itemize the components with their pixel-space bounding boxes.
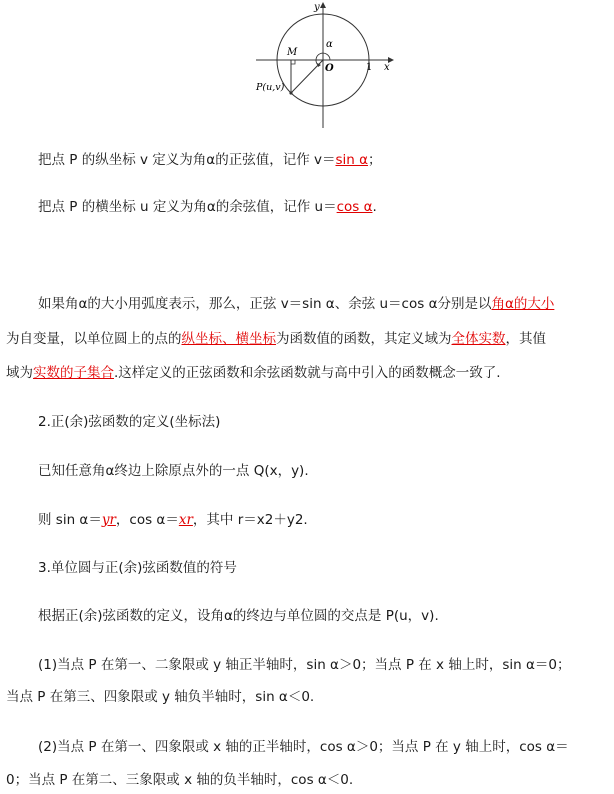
- radian-para-line-3: [6, 363, 501, 383]
- radian-red-2b: 全体实数: [451, 331, 506, 347]
- sec2-red-xr: xr: [178, 512, 193, 528]
- section-3-title: 3.单位圆与正(余)弦函数值的符号: [38, 560, 237, 576]
- label-p: P(u,v): [256, 82, 285, 93]
- radian-text-3b: .这样定义的正弦函数和余弦函数就与高中引入的函数概念一致了.: [114, 365, 501, 381]
- point-p: [289, 91, 292, 94]
- y-axis-arrow: [320, 2, 326, 8]
- def-cos-prefix: 把点 P 的横坐标 u 定义为角α的余弦值，记作 u＝: [38, 199, 337, 215]
- sec2-text-b: ，cos α＝: [115, 512, 179, 528]
- label-y: y: [314, 2, 320, 13]
- def-cos-line: [38, 197, 377, 217]
- radian-para-line-1: [38, 294, 554, 314]
- radian-text-2c: ，其值: [505, 331, 546, 347]
- label-alpha: α: [326, 39, 333, 50]
- section-2-line-2: [38, 510, 308, 530]
- def-cos-answer: cos α: [336, 199, 373, 215]
- label-one: 1: [366, 62, 373, 73]
- label-o: O: [325, 63, 334, 74]
- unit-circle-figure: [248, 0, 398, 130]
- radian-para-line-2: [6, 329, 546, 349]
- section-2-line-1: 已知任意角α终边上除原点外的一点 Q(x，y).: [38, 463, 309, 479]
- section-3-p1-line-2: 当点 P 在第三、四象限或 y 轴负半轴时，sin α＜0.: [6, 689, 315, 705]
- section-3-p1-line-1: (1)当点 P 在第一、二象限或 y 轴正半轴时，sin α＞0；当点 P 在 x 轴上时，sin α＝0；: [38, 657, 571, 673]
- radian-text-1a: 如果角α的大小用弧度表示，那么，正弦 v＝sin α、余弦 u＝cos α分别是以: [38, 296, 492, 312]
- radian-red-3: 实数的子集合: [33, 365, 114, 381]
- def-sin-answer: sin α: [335, 152, 369, 168]
- section-3-p2-line-1: (2)当点 P 在第一、四象限或 x 轴的正半轴时，cos α＞0；当点 P 在 y 轴上时，cos α＝: [38, 739, 569, 755]
- label-x: x: [384, 62, 390, 73]
- unit-circle-diagram: [248, 0, 398, 130]
- radian-text-2b: 为函数值的函数，其定义域为: [276, 331, 452, 347]
- sec2-red-yr: yr: [101, 512, 116, 528]
- def-cos-suffix: .: [372, 199, 377, 215]
- def-sin-prefix: 把点 P 的纵坐标 v 定义为角α的正弦值，记作 v＝: [38, 152, 336, 168]
- section-2-title: 2.正(余)弦函数的定义(坐标法): [38, 414, 221, 430]
- radian-text-3a: 域为: [6, 365, 33, 381]
- label-m: M: [287, 47, 298, 58]
- radian-red-1: 角α的大小: [491, 296, 555, 312]
- def-sin-suffix: ；: [368, 152, 382, 168]
- sec2-text-c: ，其中 r＝x2＋y2.: [192, 512, 308, 528]
- sec2-text-a: 则 sin α＝: [38, 512, 102, 528]
- section-3-intro: 根据正(余)弦函数的定义，设角α的终边与单位圆的交点是 P(u，v).: [38, 608, 439, 624]
- def-sin-line: [38, 150, 382, 170]
- radian-text-2a: 为自变量，以单位圆上的点的: [6, 331, 182, 347]
- right-angle-mark: [291, 60, 295, 64]
- section-3-p2-line-2: 0；当点 P 在第二、三象限或 x 轴的负半轴时，cos α＜0.: [6, 772, 354, 788]
- radian-red-2a: 纵坐标、横坐标: [181, 331, 276, 347]
